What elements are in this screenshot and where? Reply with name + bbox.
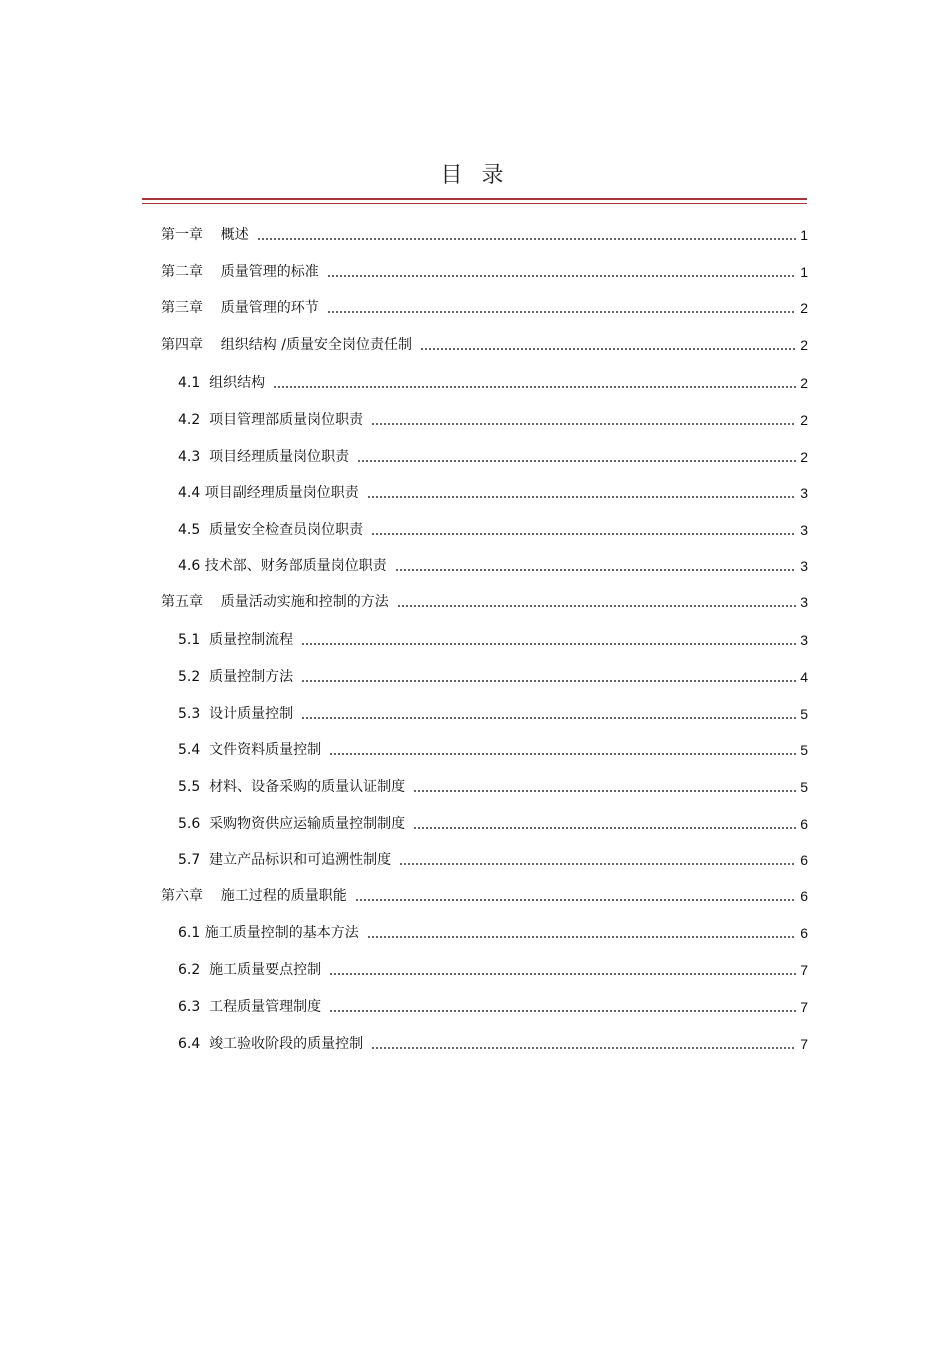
toc-entry-label: 6.1 施工质量控制的基本方法 [178,925,359,941]
page-title: 目 录 [440,163,510,188]
toc-page-number: 6 [800,888,808,904]
toc-page-number: 6 [800,925,808,941]
toc-entry-label: 6.4 竣工验收阶段的质量控制 [178,1036,364,1052]
toc-entry-label: 第四章 组织结构 /质量安全岗位责任制 [161,337,412,353]
toc-entry-label: 4.1 组织结构 [178,375,266,391]
toc-entry-label: 第一章 概述 [161,227,249,243]
toc-page-number: 7 [800,999,808,1015]
toc-entry-label: 5.2 质量控制方法 [178,669,294,685]
toc-entry[interactable] [178,704,808,724]
toc-dot-leader [327,311,796,313]
title-divider-thick [142,198,807,200]
toc-dot-leader [371,533,796,535]
toc-dot-leader [399,863,796,865]
toc-entry[interactable] [178,447,808,467]
toc-page-number: 1 [800,264,808,280]
toc-dot-leader [329,753,796,755]
toc-entry-label: 第五章 质量活动实施和控制的方法 [161,594,389,610]
toc-entry[interactable] [178,373,808,393]
toc-dot-leader [371,423,796,425]
toc-entry[interactable] [178,850,808,870]
toc-entry[interactable] [178,960,808,980]
toc-entry[interactable] [161,335,808,355]
toc-entry-label: 第六章 施工过程的质量职能 [161,888,347,904]
toc-entry-label: 6.3 工程质量管理制度 [178,999,322,1015]
toc-page-number: 5 [800,779,808,795]
toc-dot-leader [301,717,796,719]
toc-dot-leader [357,460,796,462]
toc-page-number: 1 [800,227,808,243]
toc-entry[interactable] [178,814,808,834]
toc-entry[interactable] [161,298,808,318]
toc-entry[interactable] [178,777,808,797]
toc-dot-leader [355,899,796,901]
toc-entry-label: 5.3 设计质量控制 [178,706,294,722]
toc-entry[interactable] [178,667,808,687]
toc-entry[interactable] [178,740,808,760]
toc-entry[interactable] [178,483,808,503]
toc-dot-leader [257,238,796,240]
toc-dot-leader [301,643,796,645]
toc-dot-leader [329,1010,796,1012]
toc-page-number: 2 [800,300,808,316]
toc-page-number: 3 [800,485,808,501]
toc-dot-leader [413,827,796,829]
toc-entry-label: 5.7 建立产品标识和可追溯性制度 [178,852,392,868]
toc-page-number: 3 [800,594,808,610]
toc-entry[interactable] [178,556,808,576]
toc-page-number: 7 [800,962,808,978]
toc-dot-leader [397,605,796,607]
toc-entry-label: 5.5 材料、设备采购的质量认证制度 [178,779,406,795]
toc-dot-leader [420,348,796,350]
toc-page-number: 2 [800,412,808,428]
toc-entry-label: 5.4 文件资料质量控制 [178,742,322,758]
toc-dot-leader [413,790,796,792]
toc-dot-leader [301,680,796,682]
title-divider-thin [142,203,807,204]
toc-dot-leader [367,496,796,498]
toc-page-number: 2 [800,449,808,465]
toc-entry[interactable] [178,520,808,540]
toc-dot-leader [273,386,796,388]
toc-entry[interactable] [178,923,808,943]
toc-entry[interactable] [161,886,808,906]
toc-entry[interactable] [178,1034,808,1054]
toc-page-number: 4 [800,669,808,685]
toc-page-number: 5 [800,706,808,722]
toc-dot-leader [395,569,796,571]
toc-entry[interactable] [178,410,808,430]
toc-dot-leader [367,936,796,938]
toc-page-number: 5 [800,742,808,758]
toc-page-number: 3 [800,558,808,574]
toc-page-number: 6 [800,852,808,868]
toc-entry[interactable] [161,592,808,612]
toc-page-number: 2 [800,337,808,353]
toc-entry-label: 第三章 质量管理的环节 [161,300,319,316]
toc-entry[interactable] [161,225,808,245]
toc-entry-label: 第二章 质量管理的标准 [161,264,319,280]
toc-entry-label: 5.1 质量控制流程 [178,632,294,648]
toc-page-number: 7 [800,1036,808,1052]
toc-dot-leader [327,275,796,277]
toc-entry-label: 4.6 技术部、财务部质量岗位职责 [178,558,387,574]
toc-entry[interactable] [161,262,808,282]
toc-entry-label: 4.4 项目副经理质量岗位职责 [178,485,359,501]
toc-entry-label: 4.5 质量安全检查员岗位职责 [178,522,364,538]
toc-page-number: 3 [800,632,808,648]
toc-entry-label: 4.3 项目经理质量岗位职责 [178,449,350,465]
toc-dot-leader [329,973,796,975]
toc-page-number: 6 [800,816,808,832]
toc-dot-leader [371,1047,796,1049]
toc-entry[interactable] [178,630,808,650]
toc-page-number: 3 [800,522,808,538]
toc-entry-label: 5.6 采购物资供应运输质量控制制度 [178,816,406,832]
toc-entry-label: 6.2 施工质量要点控制 [178,962,322,978]
toc-entry[interactable] [178,997,808,1017]
toc-page-number: 2 [800,375,808,391]
toc-entry-label: 4.2 项目管理部质量岗位职责 [178,412,364,428]
